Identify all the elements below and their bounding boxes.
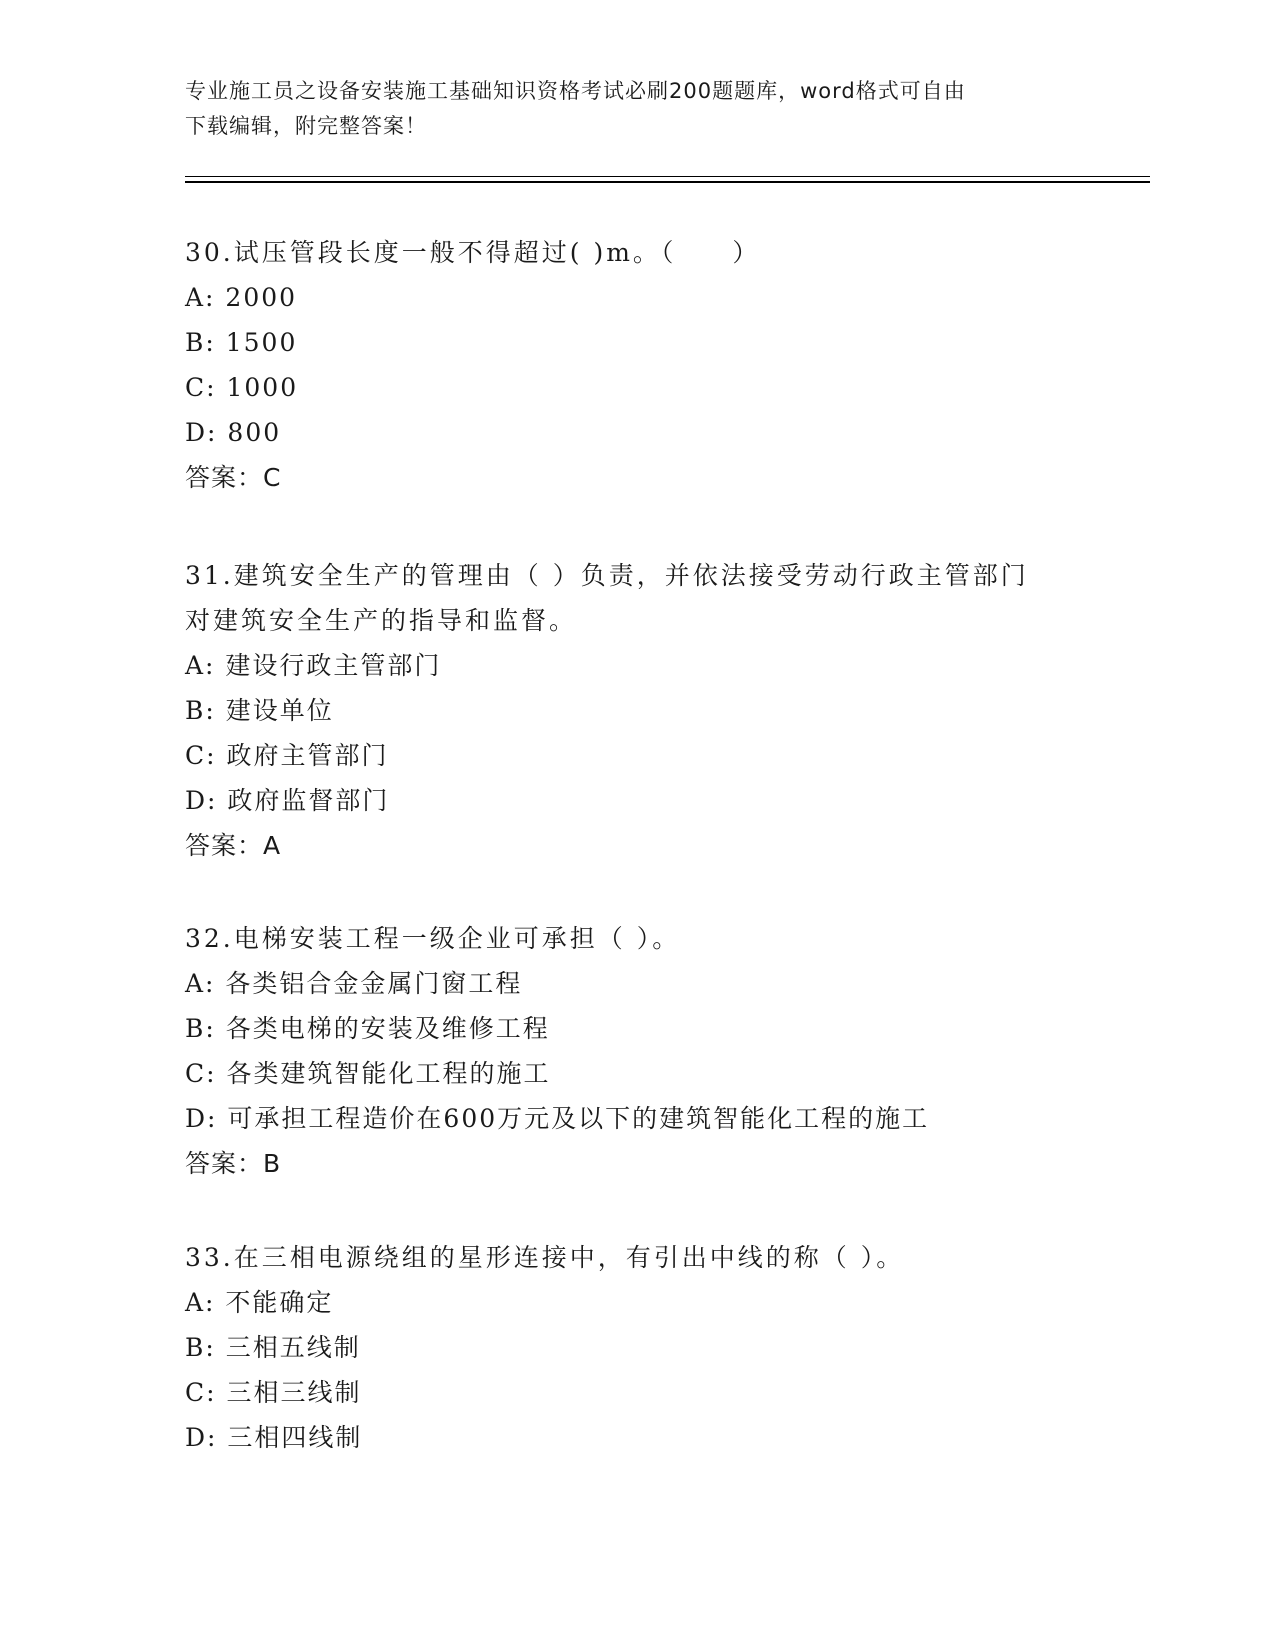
option-a: A: 不能确定: [185, 1288, 334, 1317]
option-b: B: 三相五线制: [185, 1333, 361, 1362]
option-c: C: 三相三线制: [185, 1378, 362, 1407]
question-32: [185, 916, 1085, 1186]
answer: 答案：A: [185, 831, 282, 860]
question-33: [185, 1235, 1085, 1460]
option-c: C: 各类建筑智能化工程的施工: [185, 1059, 551, 1088]
question-stem: 30.试压管段长度一般不得超过( )m。（ ）: [185, 238, 761, 267]
question-stem: 32.电梯安装工程一级企业可承担（ ）。: [185, 924, 681, 953]
option-d: D: 政府监督部门: [185, 786, 390, 815]
question-stem-continued: 对建筑安全生产的指导和监督。: [185, 606, 578, 635]
answer: 答案：C: [185, 463, 282, 492]
option-d: D: 三相四线制: [185, 1423, 363, 1452]
option-d: D: 800: [185, 418, 282, 447]
question-30: [185, 230, 1085, 500]
answer: 答案：B: [185, 1149, 282, 1178]
option-a: A: 建设行政主管部门: [185, 651, 442, 680]
option-c: C: 政府主管部门: [185, 741, 389, 770]
option-b: B: 各类电梯的安装及维修工程: [185, 1014, 550, 1043]
question-stem: 31.建筑安全生产的管理由（ ）负责，并依法接受劳动行政主管部门: [185, 561, 1029, 590]
document-header: [185, 74, 1105, 144]
option-a: A: 各类铝合金金属门窗工程: [185, 969, 523, 998]
header-rule-thick: [185, 181, 1150, 183]
option-b: B: 1500: [185, 328, 298, 357]
question-stem: 33.在三相电源绕组的星形连接中，有引出中线的称（ ）。: [185, 1243, 905, 1272]
option-a: A: 2000: [185, 283, 298, 312]
header-rule-thin: [185, 176, 1150, 177]
header-line-2: 下载编辑，附完整答案！: [185, 114, 427, 138]
option-b: B: 建设单位: [185, 696, 334, 725]
option-c: C: 1000: [185, 373, 299, 402]
header-line-1: 专业施工员之设备安装施工基础知识资格考试必刷200题题库，word格式可自由: [185, 79, 966, 103]
option-d: D: 可承担工程造价在600万元及以下的建筑智能化工程的施工: [185, 1104, 930, 1133]
question-31: [185, 553, 1085, 868]
